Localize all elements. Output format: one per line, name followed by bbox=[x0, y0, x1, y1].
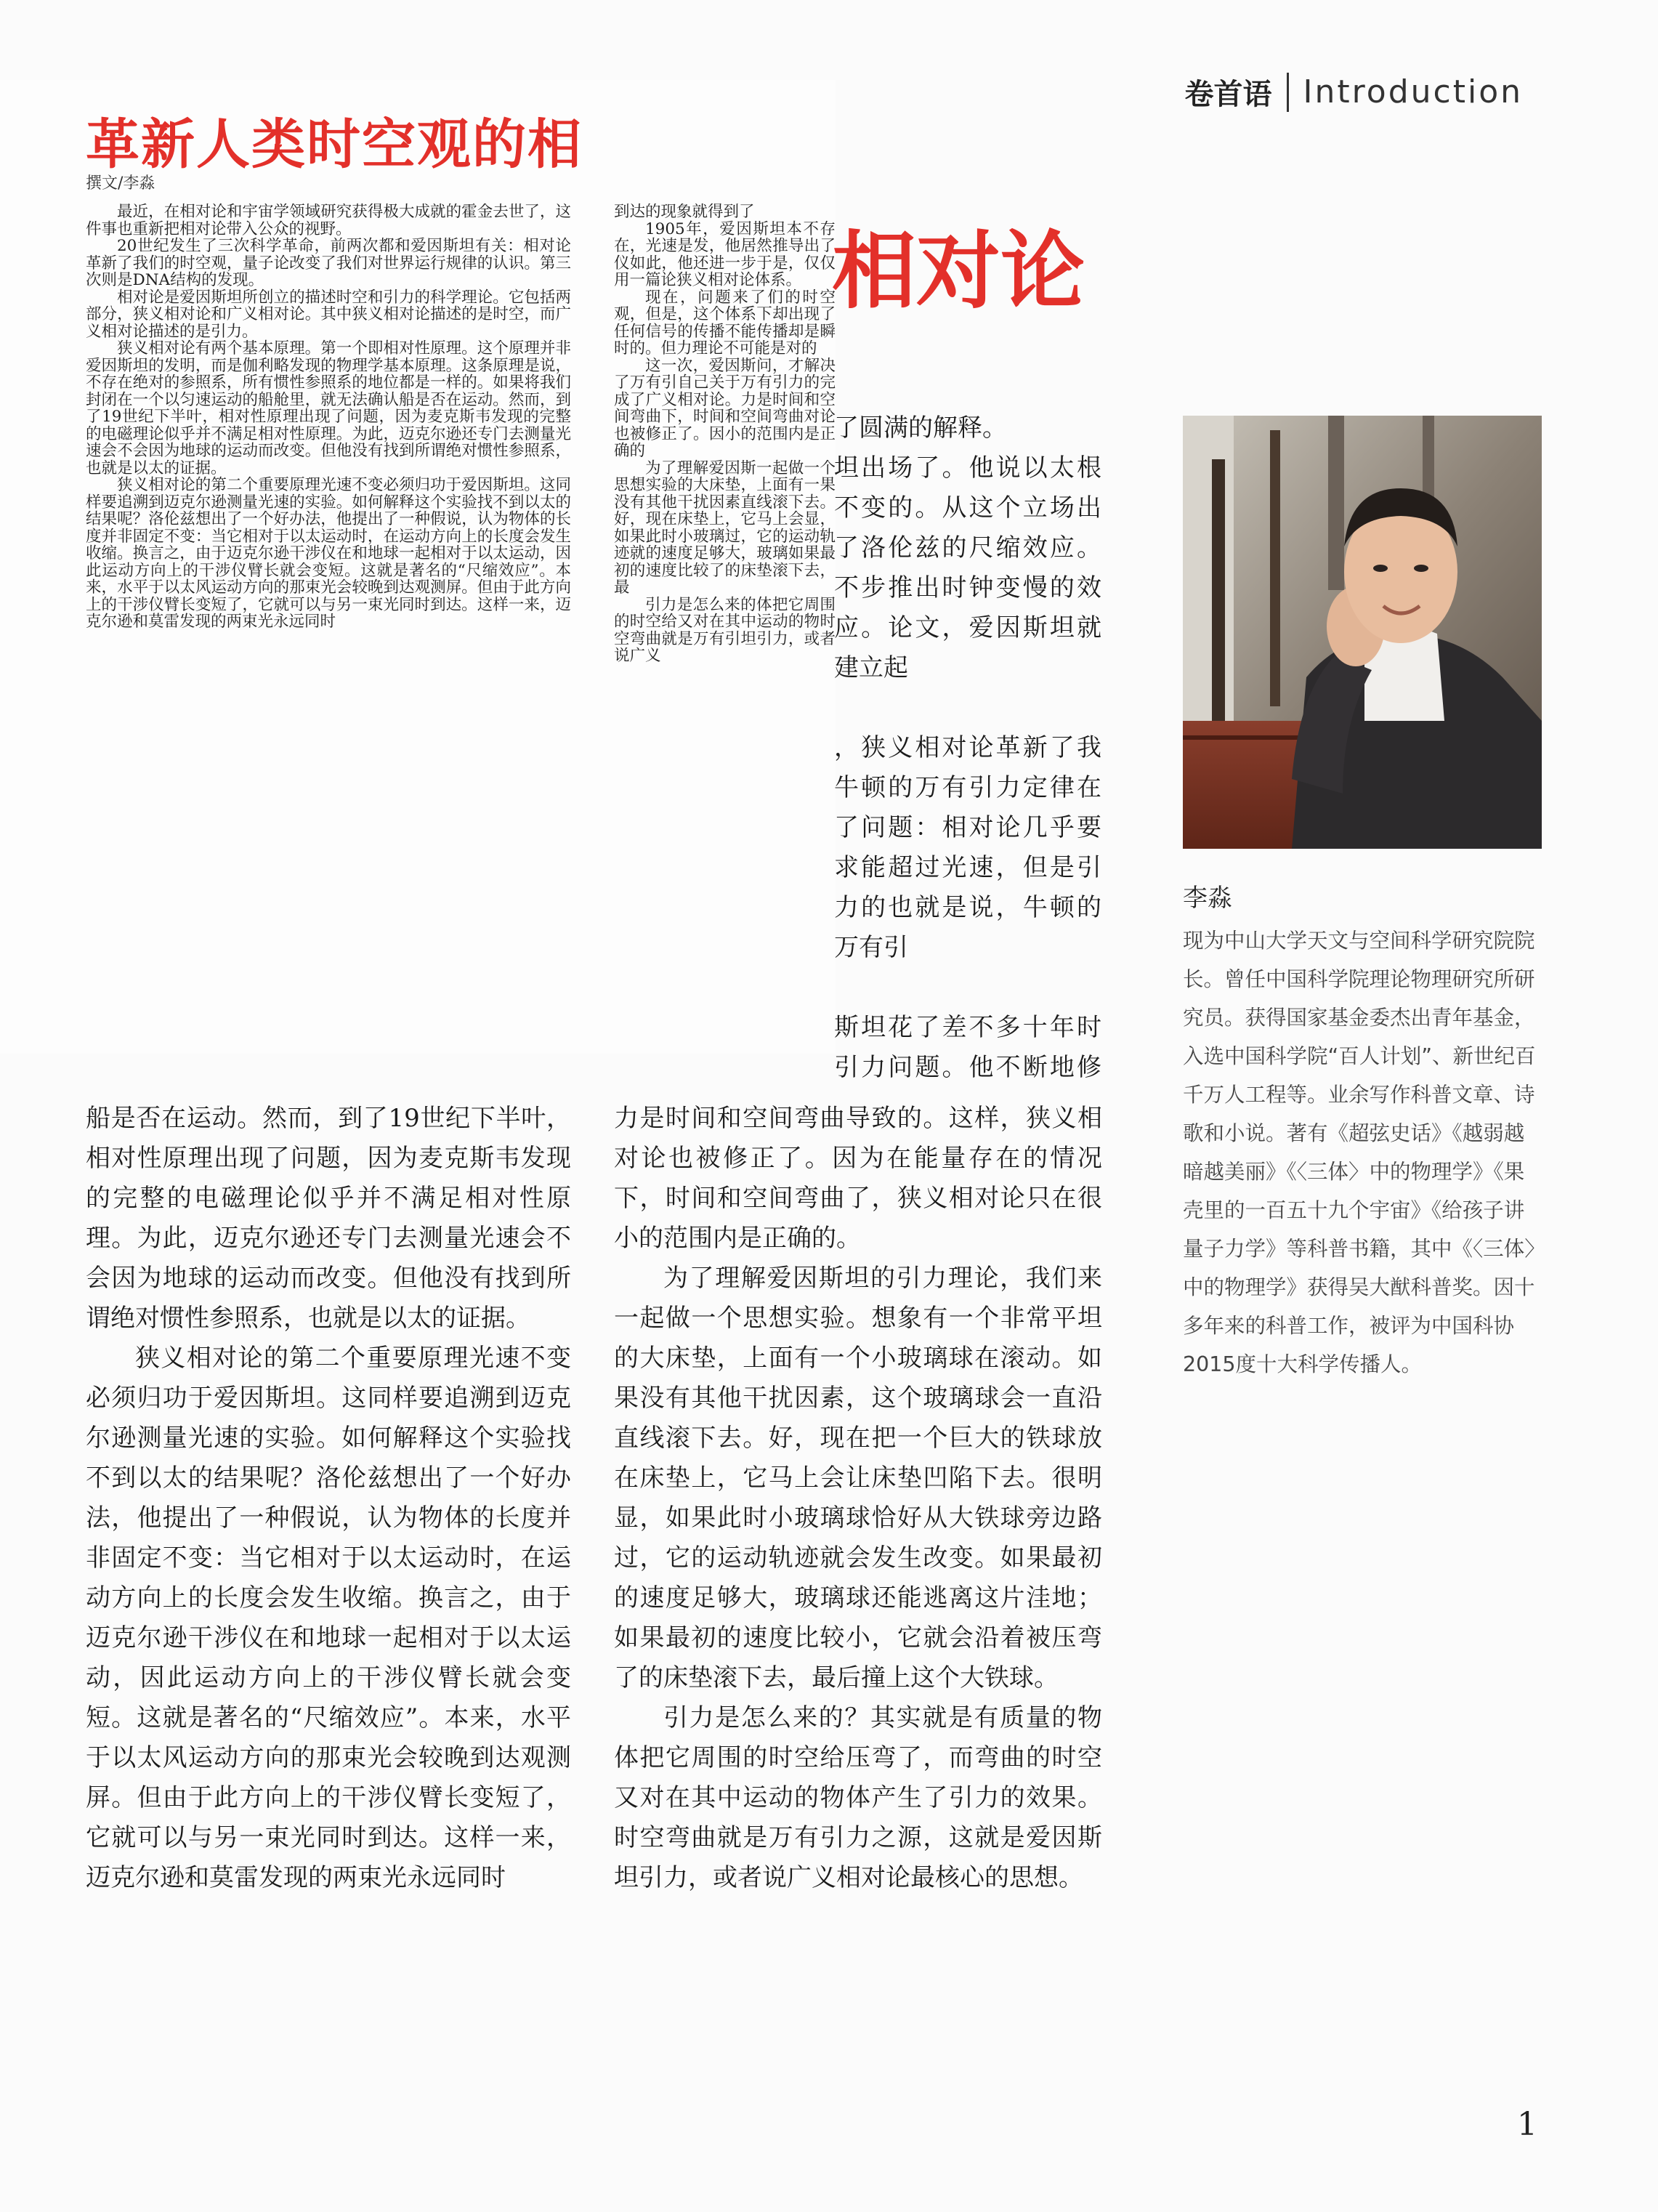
overlay-paragraph: 狭义相对论有两个基本原理。第一个即相对性原理。这个原理并非爱因斯坦的发明，而是伽利略发现的物理学基本原理。这条原理是说，不存在绝对的参照系，所有惯性参照系的地位都是一样的。如果将我们封闭在一个以匀速运动的船舱里，就无法确认船是否在运动。然而，到了19世纪下半叶，相对性原理出现了问题，因为麦克斯韦发现的完整的电磁理论似乎并不满足相对性原理。为此，迈克尔逊还专门去测量光速会不会因为地球的运动而改变。但他没有找到所谓绝对惯性参照系，也就是以太的证据。 bbox=[86, 339, 571, 477]
main-title-fragment: 相对论 bbox=[832, 222, 1085, 320]
text-column-right bbox=[614, 1099, 1102, 1898]
overlay-paragraph: 狭义相对论的第二个重要原理光速不变必须归功于爱因斯坦。这同样要追溯到迈克尔逊测量光速的实验。如何解释这个实验找不到以太的结果呢？洛伦兹想出了一个好办法，他提出了一种假说，认为物体的长度并非固定不变：当它相对于以太运动时，在运动方向上的长度会发生收缩。换言之，由于迈克尔逊干涉仪在和地球一起相对于以太运动，因此运动方向上的干涉仪臂长就会变短。这就是著名的“尺缩效应”。本来，水平于以太风运动方向的那束光会较晚到达观测屏。但由于此方向上的干涉仪臂长变短了，它就可以与另一束光同时到达。这样一来，迈克尔逊和莫雷发现的两束光永远同时 bbox=[86, 476, 571, 631]
paragraph: 狭义相对论的第二个重要原理光速不变必须归功于爱因斯坦。这同样要追溯到迈克尔逊测量光速的实验。如何解释这个实验找不到以太的结果呢？洛伦兹想出了一个好办法，他提出了一种假说，认为物体的长度并非固定不变：当它相对于以太运动时，在运动方向上的长度会发生收缩。换言之，由于迈克尔逊干涉仪在和地球一起相对于以太运动，因此运动方向上的干涉仪臂长就会变短。这就是著名的“尺缩效应”。本来，水平于以太风运动方向的那束光会较晚到达观测屏。但由于此方向上的干涉仪臂长变短了，它就可以与另一束光同时到达。这样一来，迈克尔逊和莫雷发现的两束光永远同时 bbox=[86, 1344, 571, 1892]
author-bio: 现为中山大学天文与空间科学研究院院长。曾任中国科学院理论物理研究所研究员。获得国家基金委杰出青年基金，入选中国科学院“百人计划”、新世纪百千万人工程等。业余写作科普文章、诗歌和小说。著有《超弦史话》《越弱越暗越美丽》《〈三体〉中的物理学》《果壳里的一百五十九个宇宙》《给孩子讲量子力学》等科普书籍，其中《〈三体〉中的物理学》获得吴大猷科普奖。因十多年来的科普工作，被评为中国科协2015度十大科学传播人。 bbox=[1183, 929, 1536, 1376]
overlay-paragraph: 为了理解爱因斯一起做一个思想实验的大床垫，上面有一果没有其他干扰因素直线滚下去。好，现在床垫上，它马上会显，如果此时小玻璃过，它的运动轨迹就的速度足够大，玻璃如果最初的速度比较了的床垫滚下去，最 bbox=[614, 459, 836, 597]
paragraph: 斯坦花了差不多十年时引力问题。他不断地修 bbox=[834, 1013, 1101, 1082]
overlay-article-layer bbox=[0, 80, 836, 1054]
overlay-paragraph: 这一次，爱因斯问，才解决了万有引自己关于万有引力的完成了广义相对论。力是时间和空间弯曲下，时间和空间弯曲对论也被修正了。因小的范围内是正确的 bbox=[614, 356, 836, 460]
paragraph: 为了理解爱因斯坦的引力理论，我们来一起做一个思想实验。想象有一个非常平坦的大床垫，上面有一个小玻璃球在滚动。如果没有其他干扰因素，这个玻璃球会一直沿直线滚下去。好，现在把一个巨大的铁球放在床垫上，它马上会让床垫凹陷下去。很明显，如果此时小玻璃球恰好从大铁球旁边路过，它的运动轨迹就会发生改变。如果最初的速度足够大，玻璃球还能逃离这片洼地；如果最初的速度比较小，它就会沿着被压弯了的床垫滚下去，最后撞上这个大铁球。 bbox=[614, 1264, 1102, 1692]
section-label-cn: 卷首语 bbox=[1184, 77, 1272, 111]
section-header bbox=[1185, 71, 1523, 113]
overlay-column-right bbox=[614, 203, 836, 1025]
author-name: 李淼 bbox=[1183, 884, 1232, 913]
overlay-paragraph: 20世纪发生了三次科学革命，前两次都和爱因斯坦有关：相对论革新了我们的时空观，量子论改变了我们对世界运行规律的认识。第三次则是DNA结构的发现。 bbox=[86, 237, 571, 289]
text-column-right-upper bbox=[834, 408, 1101, 1091]
page-number: 1 bbox=[1517, 2106, 1537, 2143]
overlay-paragraph: 最近，在相对论和宇宙学领域研究获得极大成就的霍金去世了，这件事也重新把相对论带入公众的视野。 bbox=[86, 203, 571, 238]
article-byline: 撰文/李淼 bbox=[86, 174, 155, 193]
overlay-column-left bbox=[86, 203, 571, 1025]
section-label-en: Introduction bbox=[1303, 73, 1523, 110]
author-portrait bbox=[1183, 416, 1542, 849]
paragraph: 引力是怎么来的？其实就是有质量的物体把它周围的时空给压弯了，而弯曲的时空又对在其中运动的物体产生了引力的效果。时空弯曲就是万有引力之源，这就是爱因斯坦引力，或者说广义相对论最核心的思想。 bbox=[614, 1703, 1102, 1892]
text-column-left bbox=[86, 1099, 571, 1898]
paragraph: 坦出场了。他说以太根不变的。从这个立场出了洛伦兹的尺缩效应。不步推出时钟变慢的效应。论文，爱因斯坦就建立起 bbox=[834, 453, 1101, 682]
overlay-paragraph: 1905年，爱因斯坦本不存在，光速是发，他居然推导出了仪如此，他还进一步于是，仅仅用一篇论狭义相对论体系。 bbox=[614, 219, 836, 289]
overlay-paragraph: 到达的现象就得到了 bbox=[614, 203, 755, 221]
paragraph: ，狭义相对论革新了我牛顿的万有引力定律在了问题：相对论几乎要求能超过光速，但是引力的也就是说，牛顿的万有引 bbox=[834, 733, 1101, 962]
paragraph: 船是否在运动。然而，到了19世纪下半叶，相对性原理出现了问题，因为麦克斯韦发现的完整的电磁理论似乎并不满足相对性原理。为此，迈克尔逊还专门去测量光速会不会因为地球的运动而改变。但他没有找到所谓绝对惯性参照系，也就是以太的证据。 bbox=[86, 1104, 571, 1333]
article-title: 革新人类时空观的相 bbox=[86, 113, 583, 176]
overlay-paragraph: 相对论是爱因斯坦所创立的描述时空和引力的科学理论。它包括两部分，狭义相对论和广义相对论。其中狭义相对论描述的是时空，而广义相对论描述的是引力。 bbox=[86, 288, 571, 341]
paragraph: 了圆满的解释。 bbox=[834, 413, 1007, 443]
overlay-paragraph: 引力是怎么来的体把它周围的时空给又对在其中运动的物时空弯曲就是万有引坦引力，或者说广义 bbox=[614, 595, 836, 665]
header-divider bbox=[1287, 73, 1289, 112]
paragraph: 力是时间和空间弯曲导致的。这样，狭义相对论也被修正了。因为在能量存在的情况下，时间和空间弯曲了，狭义相对论只在很小的范围内是正确的。 bbox=[614, 1104, 1102, 1253]
overlay-paragraph: 现在，问题来了们的时空观，但是，这个体系下却出现了任何信号的传播不能传播却是瞬时的。但力理论不可能是对的 bbox=[614, 288, 836, 358]
